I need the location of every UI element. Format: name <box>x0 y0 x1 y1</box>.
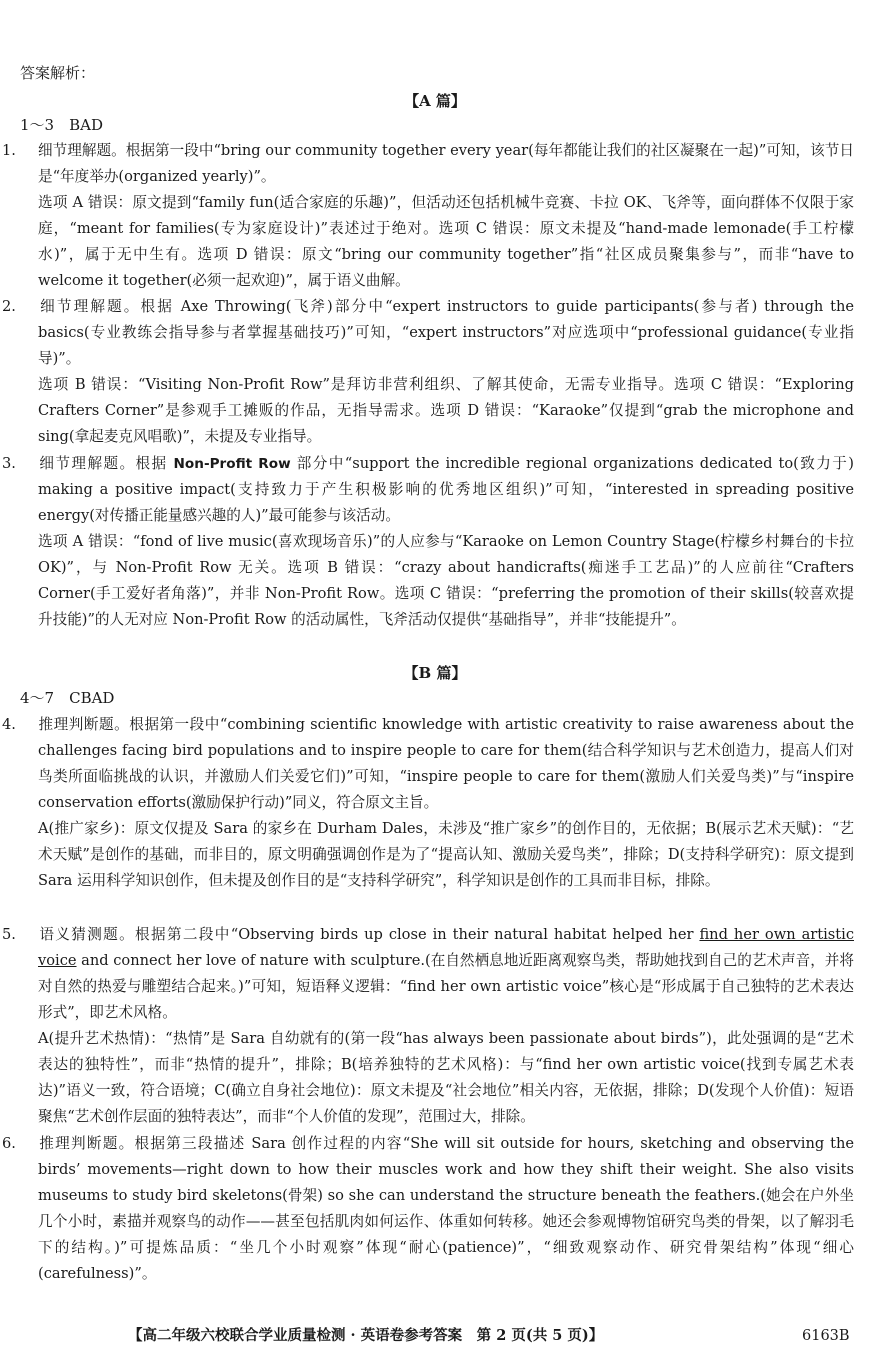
question-number: 6. <box>2 1135 16 1152</box>
question-item-4 <box>2 712 854 894</box>
option-analysis: 选项 A 错误：原文提到“family fun(适合家庭的乐趣)”，但活动还包括机械牛竞赛、卡拉 OK、飞斧等，面向群体不仅限于家庭，“meant for families(专为家庭设计)”表述过于绝对。选项 C 错误：原文未提及“hand-made lemonade(手工柠檬水)”，属于无中生有。选项 D 错误：原文“bring our community together”指“社区成员聚集参与”，而非“have to welcome it together(必须一起欢迎)”，属于语义曲解。 <box>38 194 854 289</box>
question-item-2 <box>2 294 854 450</box>
question-analysis: 5. 语义猜测题。根据第二段中“Observing birds up close in their natural habitat helped her find her own artistic voice and connect her love of nature with sculpture.(在自然栖息地近距离观察鸟类，帮助她找到自己的艺术声音，并将对自然的热爱与雕塑结合起来。)”可知，短语释义逻辑：“find her own artistic voice”核心是“形成属于自己独特的艺术表达形式”，即艺术风格。 <box>20 922 854 1026</box>
question-item-6 <box>2 1131 854 1287</box>
option-analysis: A(推广家乡)：原文仅提及 Sara 的家乡在 Durham Dales，未涉及“推广家乡”的创作目的，无依据；B(展示艺术天赋)：“艺术天赋”是创作的基础，而非目的，原文明确强调创作是为了“提高认知、激励关爱鸟类”，排除；D(支持科学研究)：原文提到 Sara 运用科学知识创作，但未提及创作目的是“支持科学研究”，科学知识是创作的工具而非目标，排除。 <box>38 820 854 889</box>
question-analysis: 1. 细节理解题。根据第一段中“bring our community together every year(每年都能让我们的社区凝聚在一起)”可知，该节日是“年度举办(organized yearly)”。 <box>20 138 854 190</box>
question-number: 5. <box>2 926 16 943</box>
underlined-phrase: find her own artistic voice <box>38 926 854 969</box>
question-number: 4. <box>2 716 16 733</box>
option-analysis: 选项 A 错误：“fond of live music(喜欢现场音乐)”的人应参与“Karaoke on Lemon Country Stage(柠檬乡村舞台的卡拉 OK)”，与 Non-Profit Row 无关。选项 B 错误：“crazy about handicrafts(痴迷手工艺品)”的人应前往“Crafters Corner(手工爱好者角落)”，并非 Non-Profit Row。选项 C 错误：“preferring the promotion of their skills(较喜欢提升技能)”的人无对应 Non-Profit Row 的活动属性，飞斧活动仅提供“基础指导”，并非“技能提升”。 <box>38 533 854 628</box>
question-analysis: 4. 推理判断题。根据第一段中“combining scientific knowledge with artistic creativity to raise awareness about the challenges facing bird populations and to inspire people to care for them(结合科学知识与艺术创造力，提高人们对鸟类所面临挑战的认识，并激励人们关爱它们)”可知，“inspire people to care for them(激励人们关爱鸟类)”与“inspire conservation efforts(激励保护行动)”同义，符合原文主旨。 <box>20 712 854 816</box>
section-a-answers: 1～3 BAD <box>20 116 103 134</box>
option-analysis: 选项 B 错误：“Visiting Non-Profit Row”是拜访非营利组织、了解其使命，无需专业指导。选项 C 错误：“Exploring Crafters Corner”是参观手工摊贩的作品，无指导需求。选项 D 错误：“Karaoke”仅提到“grab the microphone and sing(拿起麦克风唱歌)”，未提及专业指导。 <box>38 376 854 445</box>
question-number: 2. <box>2 298 16 315</box>
bold-keyword: Non-Profit Row <box>173 456 291 472</box>
footer-code: 6163B <box>802 1328 850 1344</box>
question-number: 3. <box>2 455 16 472</box>
section-a-title: 【A 篇】 <box>404 92 466 110</box>
question-analysis: 3. 细节理解题。根据 Non-Profit Row 部分中“support the incredible regional organizations dedicated to(致力于) making a positive impact(支持致力于产生积极影响的优秀地区组织)”可知，“interested in spreading positive energy(对传播正能量感兴趣的人)”最可能参与该活动。 <box>20 451 854 529</box>
question-item-1 <box>2 138 854 294</box>
question-number: 1. <box>2 142 16 159</box>
question-item-3 <box>2 451 854 633</box>
section-b-answers: 4～7 CBAD <box>20 689 115 707</box>
question-analysis: 2. 细节理解题。根据 Axe Throwing(飞斧)部分中“expert instructors to guide participants(参与者) through the basics(专业教练会指导参与者掌握基础技巧)”可知，“expert instructors”对应选项中“professional guidance(专业指导)”。 <box>20 294 854 372</box>
section-b-title: 【B 篇】 <box>403 664 467 682</box>
option-analysis: A(提升艺术热情)：“热情”是 Sara 自幼就有的(第一段“has always been passionate about birds”)，此处强调的是“艺术表达的独特性”，而非“热情的提升”，排除；B(培养独特的艺术风格)：与“find her own artistic voice(找到专属艺术表达)”语义一致，符合语境；C(确立自身社会地位)：原文未提及“社会地位”相关内容，无依据，排除；D(发现个人价值)：短语聚焦“艺术创作层面的独特表达”，而非“个人价值的发现”，范围过大，排除。 <box>38 1030 854 1125</box>
intro-label: 答案解析： <box>20 64 96 82</box>
question-analysis: 6. 推理判断题。根据第三段描述 Sara 创作过程的内容“She will sit outside for hours, sketching and observing the birds’ movements—right down to how their muscles work and how they shift their weight. She also visits museums to study bird skeletons(骨架) so she can understand the structure beneath the feathers.(她会在户外坐几个小时，素描并观察鸟的动作——甚至包括肌肉如何运作、体重如何转移。她还会参观博物馆研究鸟类的骨架，以了解羽毛下的结构。)”可提炼品质：“坐几个小时观察”体现“耐心(patience)”，“细致观察动作、研究骨架结构”体现“细心(carefulness)”。 <box>20 1131 854 1287</box>
question-item-5 <box>2 922 854 1130</box>
footer-title: 【高二年级六校联合学业质量检测 · 英语卷参考答案 第 2 页(共 5 页)】 <box>128 1327 604 1344</box>
